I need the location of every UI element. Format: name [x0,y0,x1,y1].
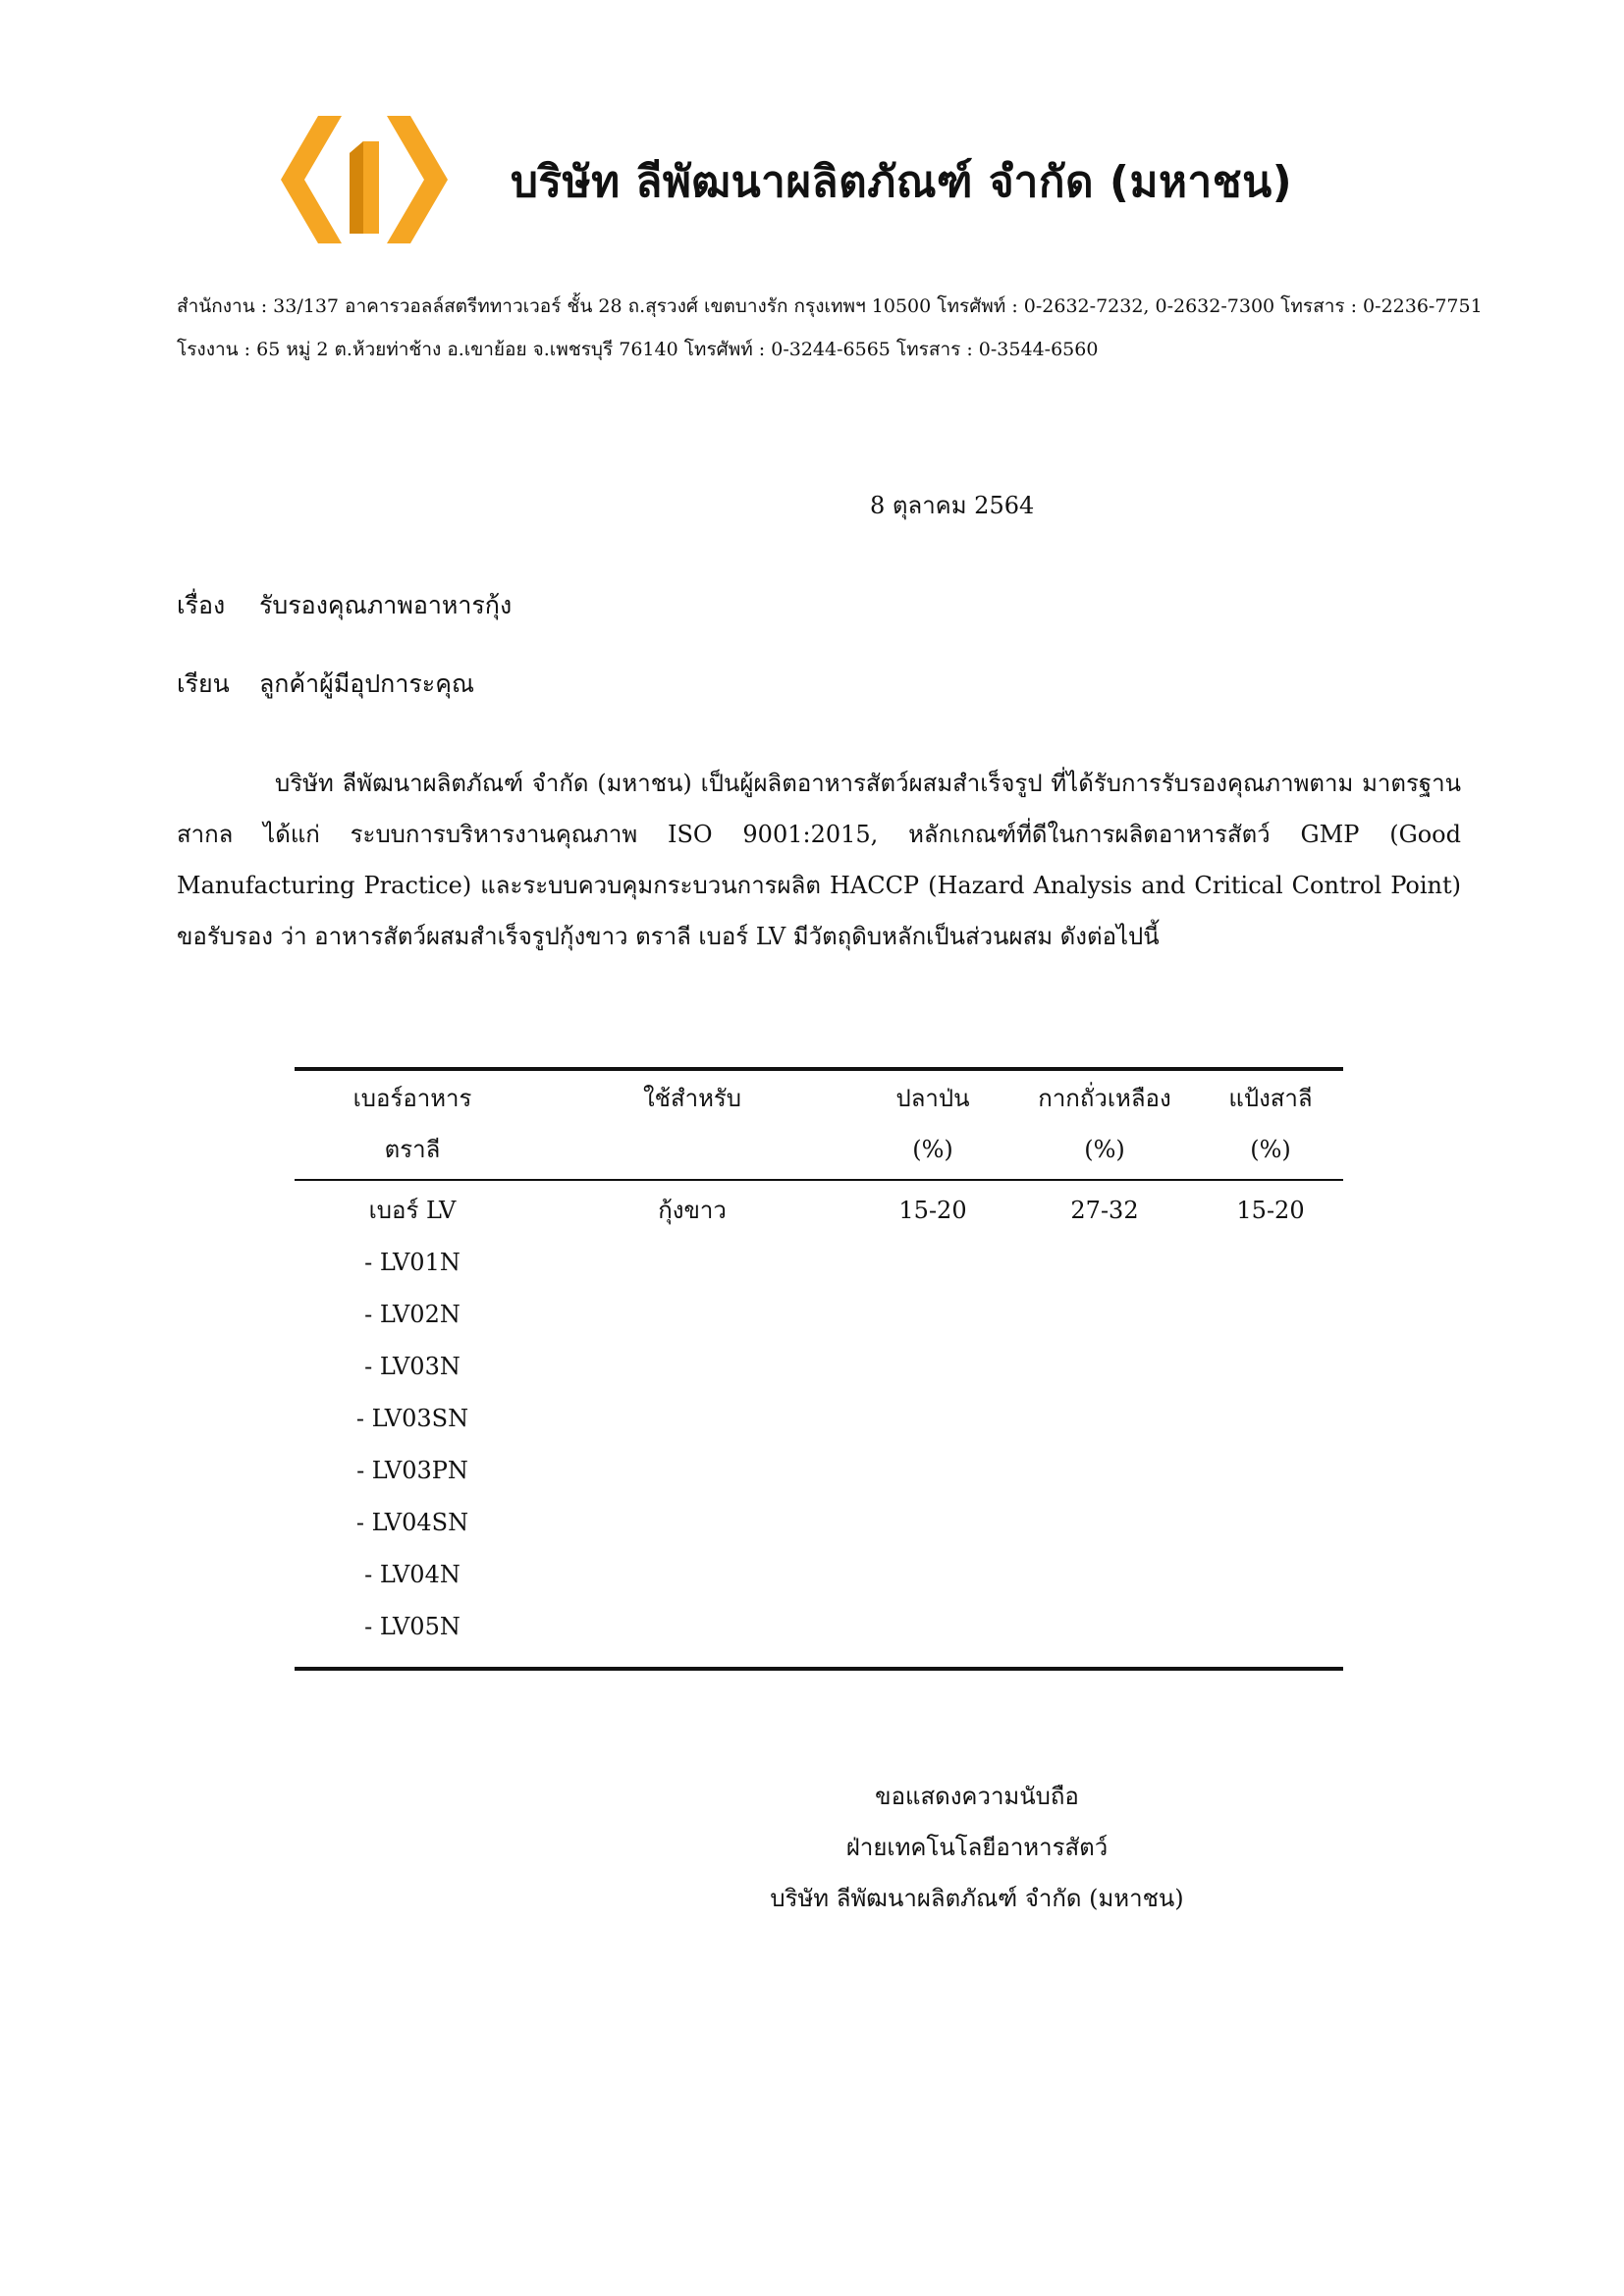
header-wheat-flour-line1: แป้งสาลี [1228,1085,1313,1112]
header-fish-meal-line2: (%) [912,1136,953,1163]
table-cell-product: - LV03N [364,1353,460,1380]
header-used-for-line1: ใช้สำหรับ [642,1085,742,1112]
ingredient-table [295,1067,1343,1671]
table-cell-product: เบอร์ LV [368,1197,457,1224]
wheat-flour-column [1198,1185,1343,1653]
table-body [295,1181,1343,1667]
recipient-label: เรียน [177,669,230,698]
header-wheat-flour [1198,1071,1343,1179]
header-product-line2: ตราลี [384,1136,441,1163]
table-cell-wheat-flour: 15-20 [1236,1197,1305,1224]
table-cell-product: - LV05N [364,1613,460,1640]
product-column [295,1185,530,1653]
table-cell-product: - LV02N [364,1301,460,1328]
table-cell-product: - LV04SN [355,1509,469,1536]
header-used-for [530,1071,854,1179]
company-logo-icon [281,116,448,243]
company-name: บริษัท ลีพัฒนาผลิตภัณฑ์ จำกัด (มหาชน) [511,157,1293,207]
table-cell-product: - LV03SN [355,1405,469,1432]
letter-date: 8 ตุลาคม 2564 [870,492,1035,519]
used-for-column [530,1185,854,1653]
subject-text: รับรองคุณภาพอาหารกุ้ง [258,591,513,619]
header-wheat-flour-line2: (%) [1250,1136,1291,1163]
header-product [295,1071,530,1179]
table-cell-product: - LV03PN [356,1457,468,1484]
recipient-line [177,665,474,704]
header-soybean-meal-line1: กากถั่วเหลือง [1038,1085,1171,1112]
table-cell-product: - LV04N [364,1561,460,1588]
table-cell-product: - LV01N [364,1249,460,1276]
subject-label: เรื่อง [177,591,226,619]
recipient-text: ลูกค้าผู้มีอุปการะคุณ [258,669,475,698]
table-cell-used-for: กุ้งขาว [658,1197,727,1224]
soybean-meal-column [1011,1185,1198,1653]
office-address: สำนักงาน : 33/137 อาคารวอลล์สตรีททาวเวอร์ ชั้น 28 ถ.สุรวงศ์ เขตบางรัก กรุงเทพฯ 10500 โทรศัพท์ : 0-2632-7232, 0-2632-7300 โทรสาร : 0-2236-7751 [177,295,1483,317]
header-fish-meal-line1: ปลาป่น [895,1085,970,1112]
table-cell-soybean-meal: 27-32 [1070,1197,1139,1224]
header-fish-meal [854,1071,1011,1179]
closing-department: ฝ่ายเทคโนโลยีอาหารสัตว์ [845,1834,1109,1861]
fish-meal-column [854,1185,1011,1653]
header-product-line1: เบอร์อาหาร [352,1085,472,1112]
subject-line [177,586,512,625]
header-soybean-meal-line2: (%) [1084,1136,1125,1163]
factory-address: โรงงาน : 65 หมู่ 2 ต.ห้วยท่าช้าง อ.เขาย้อย จ.เพชรบุรี 76140 โทรศัพท์ : 0-3244-6565 โทรสาร : 0-3544-6560 [177,339,1099,360]
closing-company: บริษัท ลีพัฒนาผลิตภัณฑ์ จำกัด (มหาชน) [770,1885,1184,1912]
body-paragraph: บริษัท ลีพัฒนาผลิตภัณฑ์ จำกัด (มหาชน) เป็นผู้ผลิตอาหารสัตว์ผสมสำเร็จรูป ที่ได้รับการรับรองคุณภาพตาม มาตรฐานสากล ได้แก่ ระบบการบริหารงานคุณภาพ ISO 9001:2015, หลักเกณฑ์ที่ดีในการผลิตอาหารสัตว์ GMP (Good Manufacturing Practice) และระบบควบคุมกระบวนการผลิต HACCP (Hazard Analysis and Critical Control Point) ขอรับรอง ว่า อาหารสัตว์ผสมสำเร็จรูปกุ้งขาว ตราลี เบอร์ LV มีวัตถุดิบหลักเป็นส่วนผสม ดังต่อไปนี้ [177,770,1461,950]
table-header-row [295,1071,1343,1181]
table-cell-fish-meal: 15-20 [898,1197,967,1224]
header-soybean-meal [1011,1071,1198,1179]
closing-regards: ขอแสดงความนับถือ [875,1783,1079,1810]
